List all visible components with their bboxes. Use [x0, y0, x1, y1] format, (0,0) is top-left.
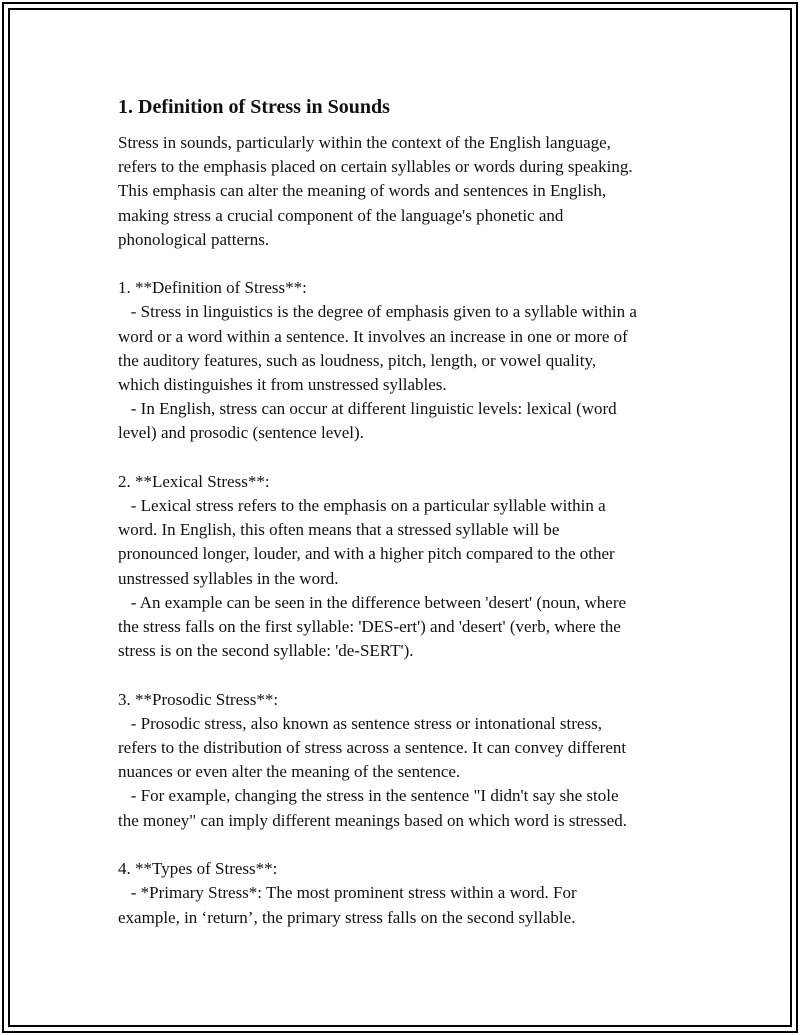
document-content	[118, 94, 698, 930]
section-heading: 1. Definition of Stress in Sounds	[118, 96, 390, 118]
body-text: Stress in sounds, particularly within the context of the English language, refers to the emphasis placed on certain syllables or words during speaking. This emphasis can alter the meaning of words and sentences in English, making stress a crucial component of the language's phonetic and phonological patterns. 1. **Definition of Stress**: - Stress in linguistics is the degree of emphasis given to a syllable within a word or a word within a sentence. It involves an increase in one or more of the auditory features, such as loudness, pitch, length, or vowel quality, which distinguishes it from unstressed syllables. - In English, stress can occur at different linguistic levels: lexical (word level) and prosodic (sentence level). 2. **Lexical Stress**: - Lexical stress refers to the emphasis on a particular syllable within a word. In English, this often means that a stressed syllable will be pronounced longer, louder, and with a higher pitch compared to the other unstressed syllables in the word. - An example can be seen in the difference between 'desert' (noun, where the stress falls on the first syllable: 'DES-ert') and 'desert' (verb, where the stress is on the second syllable: 'de-SERT'). 3. **Prosodic Stress**: - Prosodic stress, also known as sentence stress or intonational stress, refers to the distribution of stress across a sentence. It can convey different nuances or even alter the meaning of the sentence. - For example, changing the stress in the sentence "I didn't say she stole the money" can imply different meanings based on which word is stressed. 4. **Types of Stress**: - *Primary Stress*: The most prominent stress within a word. For example, in ‘return’, the primary stress falls on the second syllable.	[118, 133, 637, 927]
